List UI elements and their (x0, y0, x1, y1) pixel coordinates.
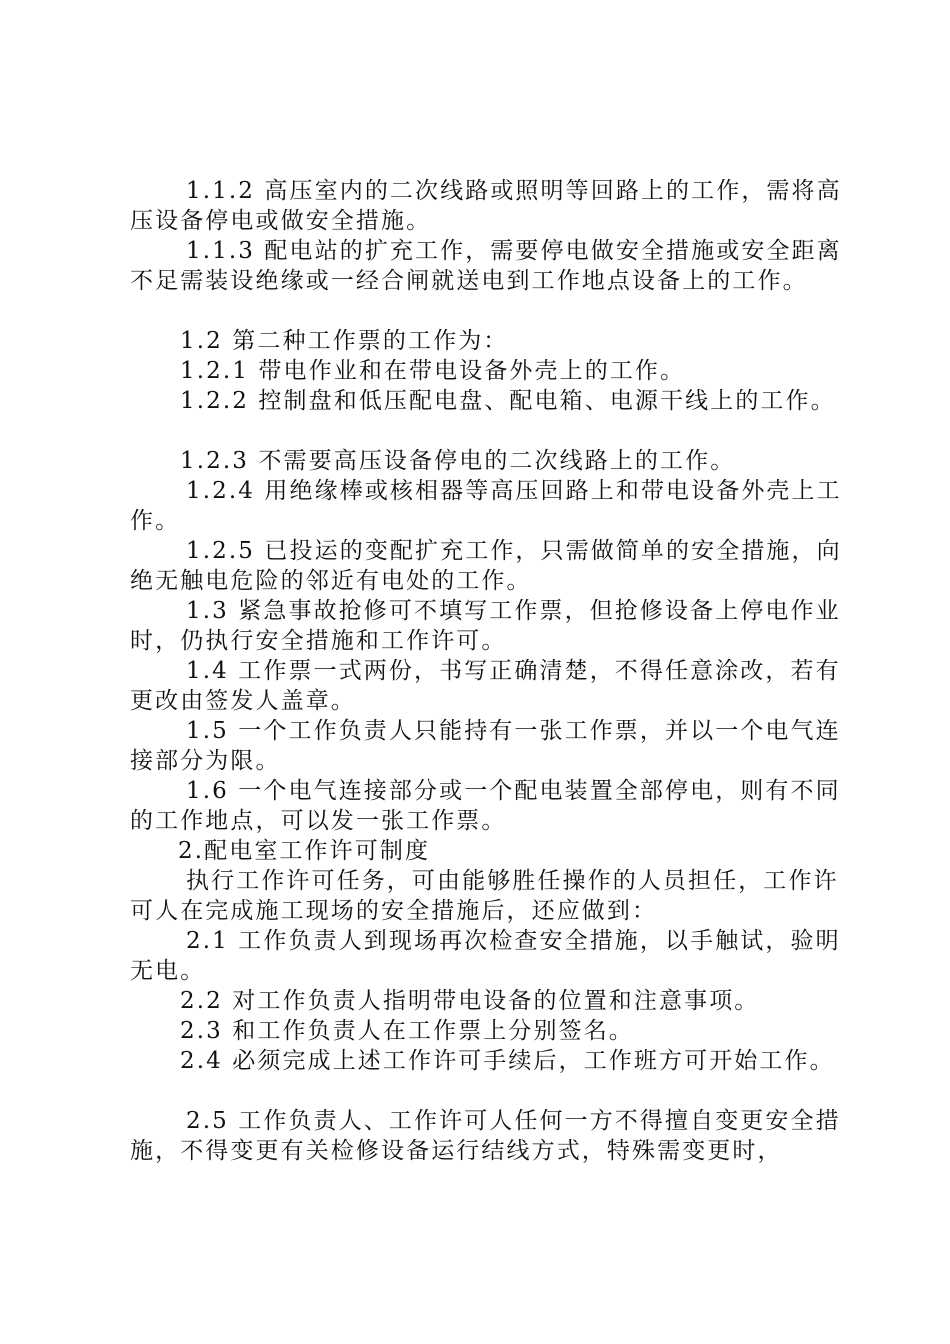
paragraph-1-1-3: 1.1.3 配电站的扩充工作，需要停电做安全措施或安全距离不足需装设绝缘或一经合闸就送电到工作地点设备上的工作。 (130, 238, 842, 294)
section-heading-2: 2.配电室工作许可制度 (178, 838, 431, 864)
paragraph-1-2-4: 1.2.4 用绝缘棒或核相器等高压回路上和带电设备外壳上工作。 (130, 478, 842, 534)
paragraph-1-3: 1.3 紧急事故抢修可不填写工作票，但抢修设备上停电作业时，仍执行安全措施和工作许可。 (130, 598, 841, 654)
paragraph-2-4: 2.4 必须完成上述工作许可手续后，工作班方可开始工作。 (180, 1048, 835, 1074)
paragraph-1-2-2: 1.2.2 控制盘和低压配电盘、配电箱、电源干线上的工作。 (180, 388, 836, 414)
document-body (130, 176, 842, 1166)
paragraph-1-6: 1.6 一个电气连接部分或一个配电装置全部停电，则有不同的工作地点，可以发一张工作票。 (130, 778, 841, 834)
paragraph-1-5: 1.5 一个工作负责人只能持有一张工作票，并以一个电气连接部分为限。 (130, 718, 841, 774)
paragraph-1-2-5: 1.2.5 已投运的变配扩充工作，只需做简单的安全措施，向绝无触电危险的邻近有电处的工作。 (130, 538, 842, 594)
paragraph-2-1: 2.1 工作负责人到现场再次检查安全措施，以手触试，验明无电。 (130, 928, 841, 984)
paragraph-1-1-2: 1.1.2 高压室内的二次线路或照明等回路上的工作，需将高压设备停电或做安全措施。 (130, 178, 842, 234)
paragraph-2-5: 2.5 工作负责人、工作许可人任何一方不得擅自变更安全措施，不得变更有关检修设备运行结线方式，特殊需变更时， (130, 1108, 841, 1164)
paragraph-1-2-1: 1.2.1 带电作业和在带电设备外壳上的工作。 (180, 358, 686, 384)
paragraph-gap (130, 296, 842, 326)
paragraph-gap (130, 416, 842, 446)
paragraph-2-intro: 执行工作许可任务，可由能够胜任操作的人员担任，工作许可人在完成施工现场的安全措施后，还应做到： (130, 868, 839, 924)
paragraph-1-2-3: 1.2.3 不需要高压设备停电的二次线路上的工作。 (180, 448, 736, 474)
paragraph-gap (130, 1076, 842, 1106)
paragraph-2-3: 2.3 和工作负责人在工作票上分别签名。 (180, 1018, 634, 1044)
paragraph-1-2: 1.2 第二种工作票的工作为： (180, 328, 509, 354)
paragraph-2-2: 2.2 对工作负责人指明带电设备的位置和注意事项。 (180, 988, 760, 1014)
paragraph-1-4: 1.4 工作票一式两份，书写正确清楚，不得任意涂改，若有更改由签发人盖章。 (130, 658, 841, 714)
